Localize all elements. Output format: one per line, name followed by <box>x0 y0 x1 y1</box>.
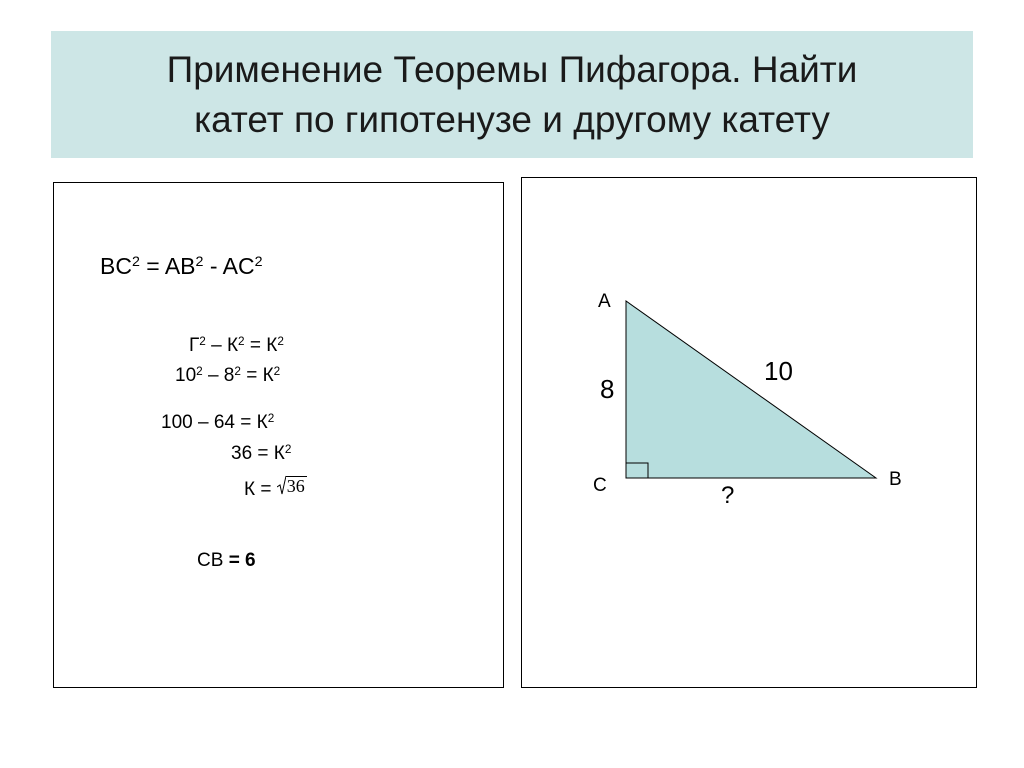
general-formula-step: $Г^2 - К^2 = К^2$ <box>189 334 284 356</box>
substitution-step: $10^2 - 8^2 = К^2$ <box>175 364 281 386</box>
title-line-2: катет по гипотенузе и другому катету <box>194 98 830 140</box>
side-ab-length: 10 <box>764 356 793 386</box>
title-line-1: Применение Теоремы Пифагора. Найти <box>166 48 858 90</box>
diagram-panel <box>521 177 977 688</box>
square-root-symbol: 36 <box>277 475 307 495</box>
vertex-a-label: A <box>598 291 611 312</box>
vertex-b-label: B <box>889 469 902 490</box>
right-triangle <box>626 301 876 478</box>
right-triangle-diagram <box>522 178 976 687</box>
solution-panel <box>53 182 504 688</box>
side-ac-length: 8 <box>600 374 615 404</box>
side-cb-unknown: ? <box>721 482 735 509</box>
pythagoras-formula: $BC^2 = AB^2 - AC^2$ <box>100 253 263 279</box>
result-line: CB = 6 <box>197 550 256 571</box>
vertex-c-label: C <box>593 475 607 496</box>
squares-step: $100 - 64 = К^2$ <box>161 411 275 433</box>
difference-step: $36 = К^2$ <box>231 442 292 464</box>
title-band <box>51 31 973 158</box>
square-root-step: К = 36 <box>244 476 305 500</box>
